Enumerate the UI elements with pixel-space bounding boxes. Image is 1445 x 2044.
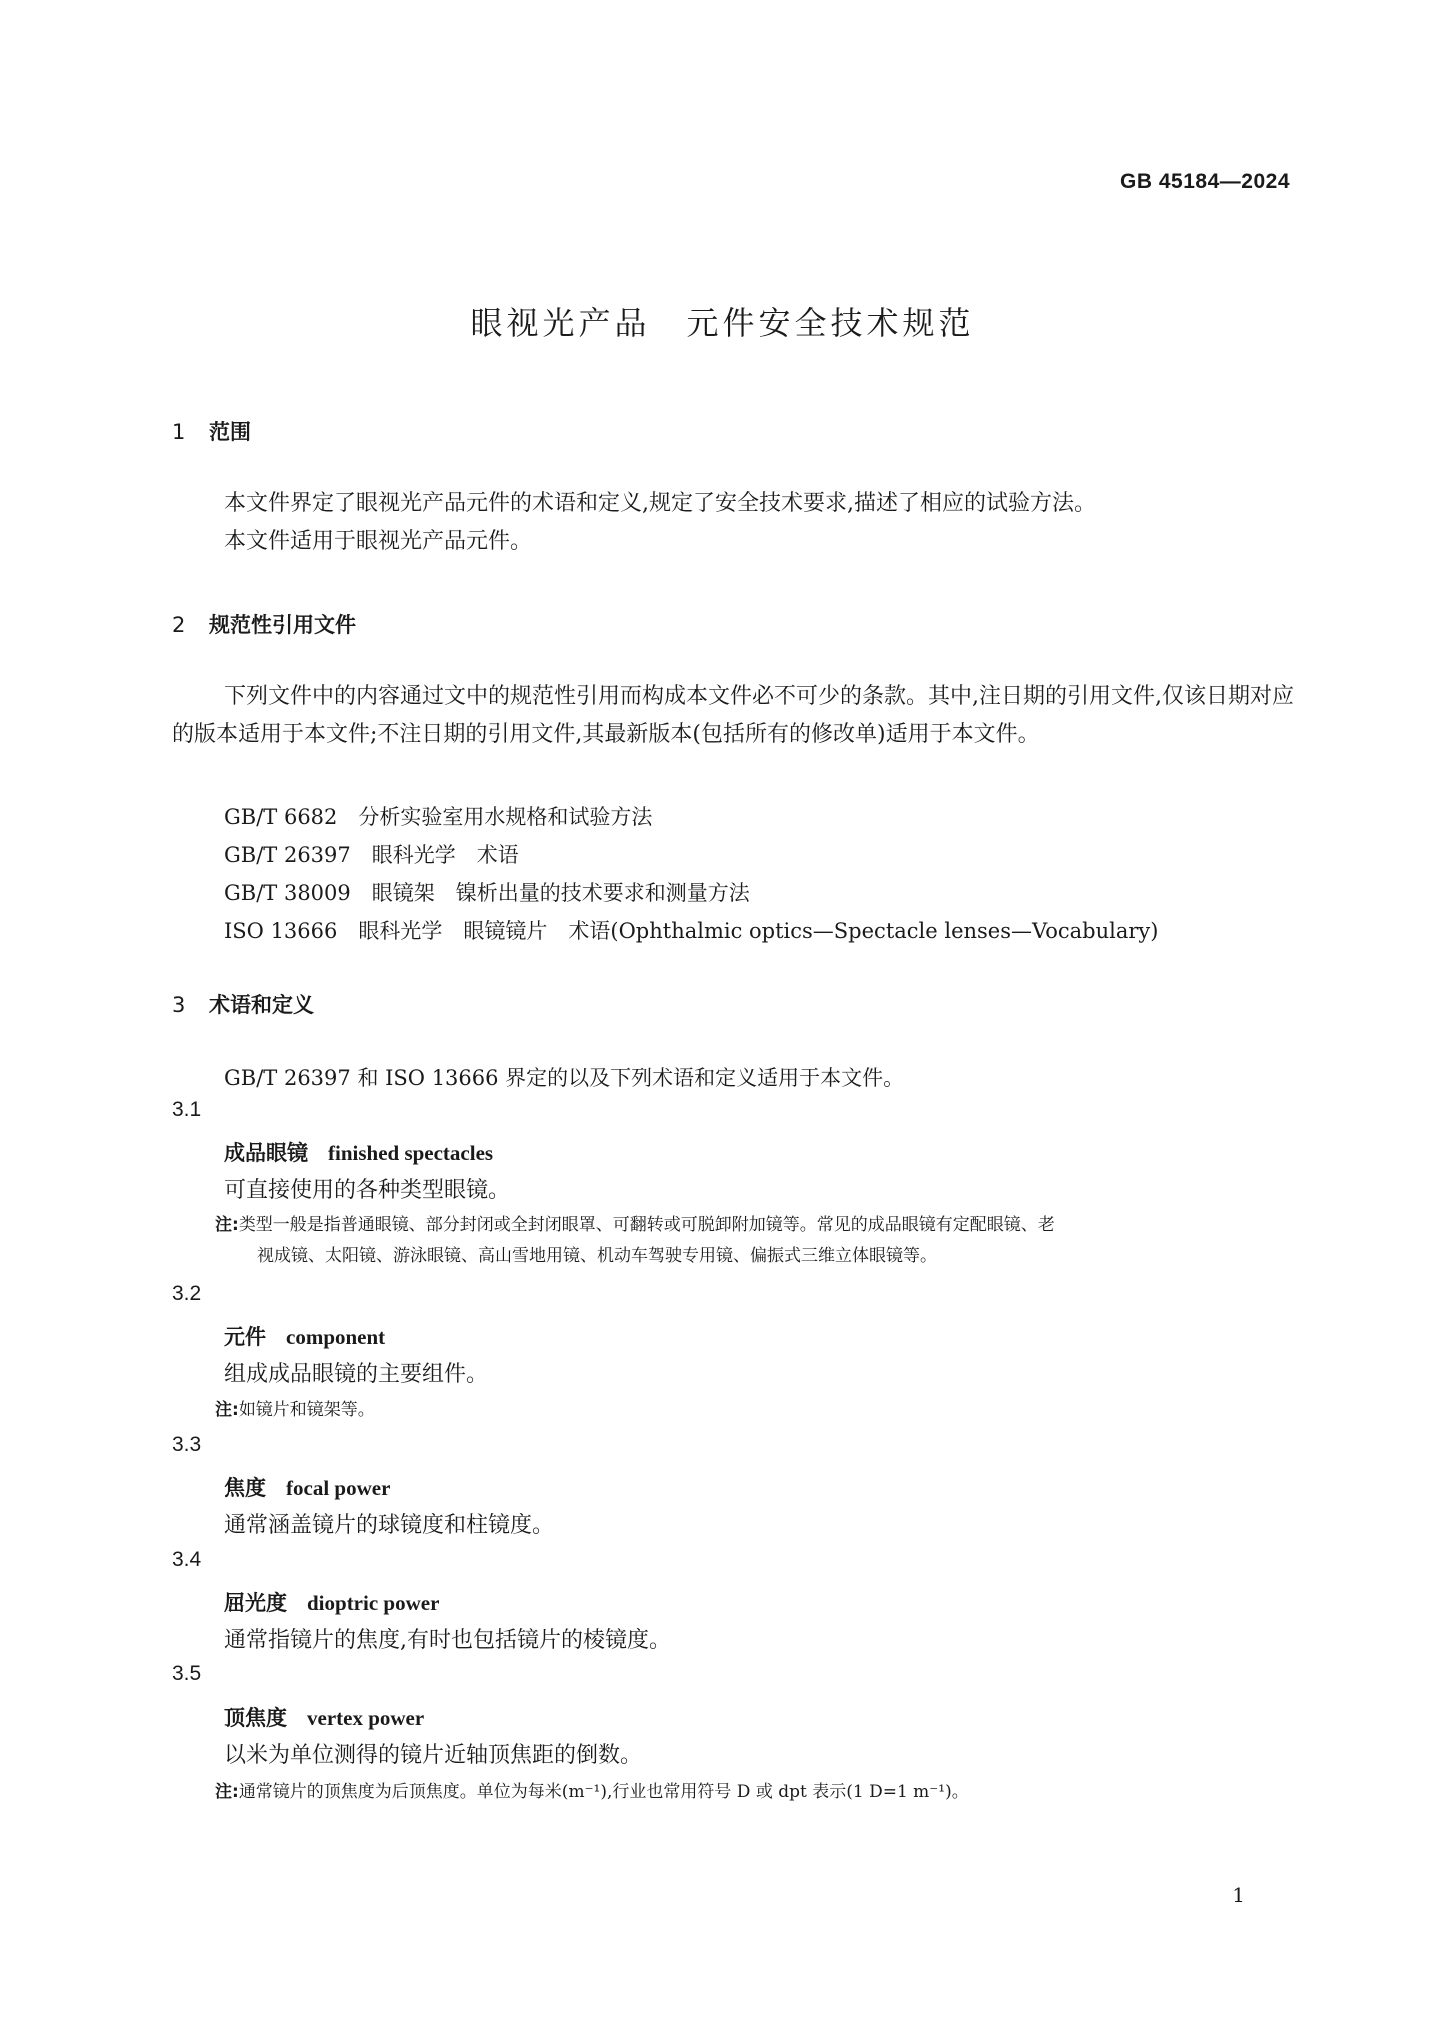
term-en: finished spectacles xyxy=(328,1141,494,1165)
note-text: 类型一般是指普通眼镜、部分封闭或全封闭眼罩、可翻转或可脱卸附加镜等。常见的成品眼镜有定配眼镜、老 xyxy=(238,1215,1055,1235)
note-text-continued: 视成镜、太阳镜、游泳眼镜、高山雪地用镜、机动车驾驶专用镜、偏振式三维立体眼镜等。 xyxy=(257,1246,937,1266)
term-en: vertex power xyxy=(307,1706,425,1730)
section-number: 1 xyxy=(172,420,186,444)
section-number: 3 xyxy=(172,993,186,1017)
section-title: 范围 xyxy=(209,420,251,444)
reference-item: GB/T 26397 眼科光学 术语 xyxy=(224,843,519,867)
reference-item: GB/T 6682 分析实验室用水规格和试验方法 xyxy=(224,805,653,829)
section-title: 术语和定义 xyxy=(209,993,314,1017)
term-note xyxy=(215,1210,1295,1272)
term-definition: 通常指镜片的焦度,有时也包括镜片的棱镜度。 xyxy=(224,1628,671,1653)
reference-item: GB/T 38009 眼镜架 镍析出量的技术要求和测量方法 xyxy=(224,881,750,905)
term-note xyxy=(215,1777,1295,1808)
term-note xyxy=(215,1395,1295,1426)
note-label: 注: xyxy=(215,1400,239,1420)
term-definition: 组成成品眼镜的主要组件。 xyxy=(224,1362,489,1387)
term-definition: 可直接使用的各种类型眼镜。 xyxy=(224,1178,511,1203)
section-1-heading xyxy=(172,416,251,446)
term-heading xyxy=(224,1587,439,1617)
section-2-heading xyxy=(172,609,356,639)
term-en: dioptric power xyxy=(307,1591,440,1615)
section-number: 2 xyxy=(172,613,186,637)
section-3-heading xyxy=(172,989,314,1019)
note-label: 注: xyxy=(215,1782,239,1802)
reference-item: ISO 13666 眼科光学 眼镜镜片 术语(Ophthalmic optics—Spectacle lenses—Vocabulary) xyxy=(224,919,1159,943)
section-title: 规范性引用文件 xyxy=(209,613,356,637)
term-number: 3.2 xyxy=(172,1282,202,1305)
term-zh: 元件 xyxy=(224,1324,266,1349)
term-heading xyxy=(224,1137,493,1167)
term-definition: 通常涵盖镜片的球镜度和柱镜度。 xyxy=(224,1513,555,1538)
term-number: 3.4 xyxy=(172,1548,202,1571)
note-text: 如镜片和镜架等。 xyxy=(238,1400,375,1420)
term-heading xyxy=(224,1472,390,1502)
term-number: 3.1 xyxy=(172,1098,202,1121)
scope-paragraph-2: 本文件适用于眼视光产品元件。 xyxy=(224,529,533,554)
term-heading xyxy=(224,1321,385,1351)
term-zh: 屈光度 xyxy=(224,1590,287,1615)
term-zh: 顶焦度 xyxy=(224,1705,287,1730)
normative-references-intro: 下列文件中的内容通过文中的规范性引用而构成本文件必不可少的条款。其中,注日期的引用文件,仅该日期对应的版本适用于本文件;不注日期的引用文件,其最新版本(包括所有的修改单)适用于本文件。 xyxy=(172,684,1294,747)
standard-code: GB 45184—2024 xyxy=(1120,170,1290,193)
term-definition: 以米为单位测得的镜片近轴顶焦距的倒数。 xyxy=(224,1743,643,1768)
scope-paragraph-1: 本文件界定了眼视光产品元件的术语和定义,规定了安全技术要求,描述了相应的试验方法。 xyxy=(224,491,1096,516)
term-en: component xyxy=(286,1325,386,1349)
term-number: 3.5 xyxy=(172,1662,202,1685)
term-zh: 焦度 xyxy=(224,1475,266,1500)
term-heading xyxy=(224,1702,424,1732)
note-text: 通常镜片的顶焦度为后顶焦度。单位为每米(m⁻¹),行业也常用符号 D 或 dpt 表示(1 D=1 m⁻¹)。 xyxy=(238,1782,969,1802)
term-en: focal power xyxy=(286,1476,391,1500)
page-number: 1 xyxy=(1232,1883,1245,1907)
document-title: 眼视光产品 元件安全技术规范 xyxy=(470,304,975,342)
note-label: 注: xyxy=(215,1215,239,1235)
terms-intro: GB/T 26397 和 ISO 13666 界定的以及下列术语和定义适用于本文件。 xyxy=(224,1066,905,1090)
term-number: 3.3 xyxy=(172,1433,202,1456)
term-zh: 成品眼镜 xyxy=(224,1140,308,1165)
